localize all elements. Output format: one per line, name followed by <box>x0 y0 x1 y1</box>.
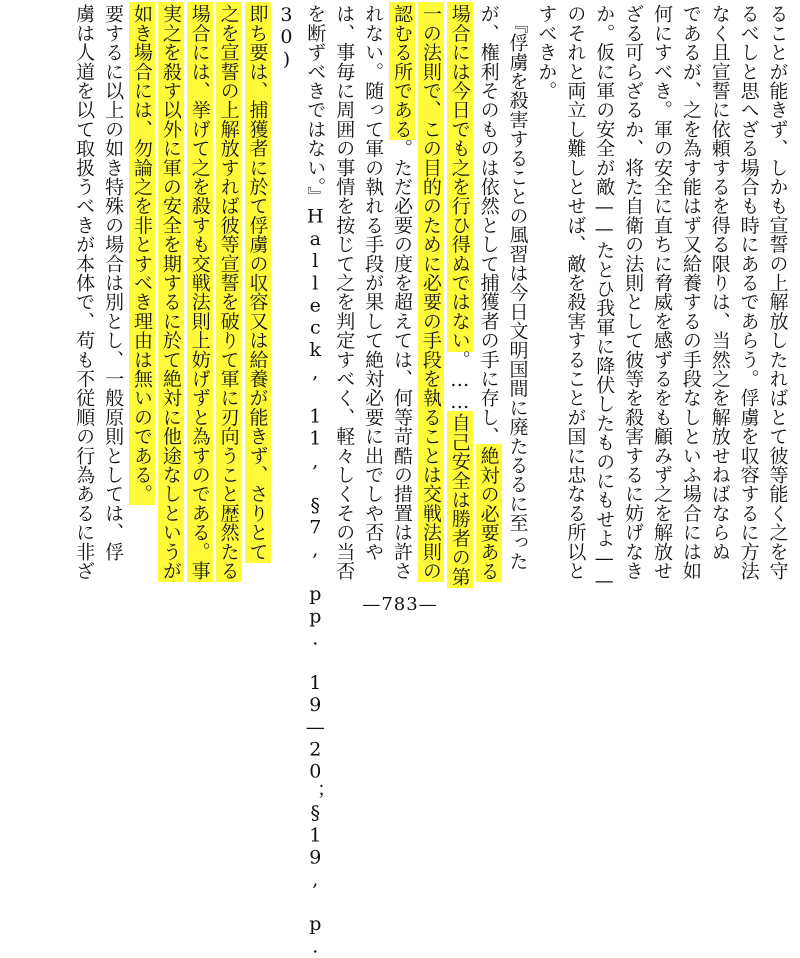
text-line <box>72 4 96 580</box>
text-segment: れない。随って軍の執れる手段が果して絶対必要に出でしや否や <box>362 4 385 561</box>
text-line <box>563 4 587 580</box>
text-line <box>188 4 212 580</box>
text-segment: なく且宣誓に依頼するを得る限りは、当然之を解放せねばならぬ <box>708 4 731 561</box>
text-column <box>272 4 301 586</box>
text-line <box>534 4 558 100</box>
text-line <box>737 4 761 580</box>
text-column <box>99 4 128 586</box>
text-column <box>301 4 330 958</box>
text-column <box>330 4 359 586</box>
text-segment: のそれと両立し難しとせば、敵を殺害することが国に忠なる所以と <box>564 4 587 580</box>
text-column <box>648 4 677 586</box>
text-segment: 『俘虜を殺害することの風習は今日文明国間に廃たるるに至った <box>506 4 529 571</box>
text-segment: であるが、之を為す能はず又給養するの手段なしといふ場合には如 <box>679 4 702 580</box>
highlighted-text: 如き場合には、勿論之を非とすべき理由は無いのである。 <box>130 4 153 504</box>
highlighted-text: 自己安全は勝者の第 <box>448 413 471 587</box>
text-column <box>214 4 243 586</box>
text-line <box>477 4 501 580</box>
text-column <box>503 4 532 586</box>
text-column <box>734 4 763 586</box>
text-column <box>561 4 590 586</box>
text-column <box>705 4 734 586</box>
text-line <box>621 4 645 580</box>
text-segment: ることが能きず、しかも宣誓の上解放したればとて彼等能く之を守 <box>766 4 789 580</box>
text-segment: 虜は人道を以て取扱うべきが本体で、苟も不従順の行為あるに非ざ <box>73 4 96 580</box>
highlighted-text: 之を宣誓の上解放すれば彼等宣誓を破りて軍に刃向うこと歴然たる <box>217 4 240 580</box>
text-line <box>679 4 703 580</box>
text-segment: 。ただ必要の度を超えては、何等苛酷の措置は許さ <box>390 138 413 581</box>
text-column <box>388 4 417 586</box>
text-column <box>70 4 99 586</box>
text-line <box>650 4 674 580</box>
text-column <box>590 4 619 592</box>
text-segment: を断ずべきではない。』Halleck, 11, §7, pp. 19—20；§19, p. <box>304 4 327 958</box>
text-column <box>474 4 503 586</box>
text-segment: 要するに以上の如き特殊の場合は別とし、一般原則としては、俘 <box>102 4 125 561</box>
text-line <box>766 4 790 580</box>
text-line <box>332 4 356 580</box>
text-segment: は、事毎に周囲の事情を按じて之を判定すべく、軽々しくその当否 <box>333 4 356 580</box>
text-column <box>532 4 561 586</box>
text-segment: るべしと思へざる場合も時にあるであらう。俘虜を収容するに方法 <box>737 4 760 580</box>
page-number: —783— <box>362 594 438 615</box>
text-line <box>708 4 732 561</box>
text-line <box>130 4 154 503</box>
text-segment: 何にすべき。軍の安全に直ちに脅威を感ずるをも顧みず之を解放せ <box>650 4 673 580</box>
text-column <box>128 4 157 586</box>
text-segment: か。仮に軍の安全が敵——たとひ我軍に降伏したものにもせよ—— <box>593 4 616 592</box>
highlighted-text: 場合には、挙げて之を殺すも交戦法則上妨げずと為すのである。事 <box>188 4 211 580</box>
text-line <box>419 4 443 580</box>
text-line <box>361 4 385 561</box>
text-line <box>274 4 298 71</box>
highlighted-text: 一の法則で、この目的のために必要の手段を執ることは交戦法則の <box>419 4 442 580</box>
text-column <box>156 4 185 586</box>
text-line <box>246 4 270 561</box>
text-line <box>303 4 327 958</box>
text-segment: すべきか。 <box>535 4 558 100</box>
text-line <box>448 4 472 586</box>
highlighted-text: 実之を殺す以外に軍の安全を期するに於て絶対に他途なしというが <box>159 4 182 580</box>
text-line <box>101 4 125 561</box>
text-line <box>217 4 241 580</box>
text-column <box>676 4 705 586</box>
highlighted-text: 場合には今日でも之を行ひ得ぬではない <box>448 4 471 350</box>
text-column <box>445 4 474 586</box>
text-segment: が、権利そのものは依然として捕獲者の手に存し、 <box>477 4 500 446</box>
text-line <box>592 4 616 592</box>
highlighted-text: 認むる所である <box>390 4 413 139</box>
highlighted-text: 即ち要は、捕獲者に於て俘虜の収容又は給養が能きず、さりとて <box>246 4 269 561</box>
text-segment: 。…… <box>448 349 471 414</box>
text-segment: ざる可らざるか、将た自衛の法則として彼等を殺害するに妨げなき <box>622 4 645 580</box>
text-column <box>185 4 214 586</box>
text-line <box>390 4 414 580</box>
text-column <box>359 4 388 586</box>
highlighted-text: 絶対の必要ある <box>477 445 500 581</box>
text-column <box>416 4 445 586</box>
text-column <box>243 4 272 586</box>
text-segment: 30) <box>275 4 298 71</box>
text-column <box>763 4 792 586</box>
text-column <box>619 4 648 586</box>
text-line <box>506 4 530 571</box>
text-line <box>159 4 183 580</box>
